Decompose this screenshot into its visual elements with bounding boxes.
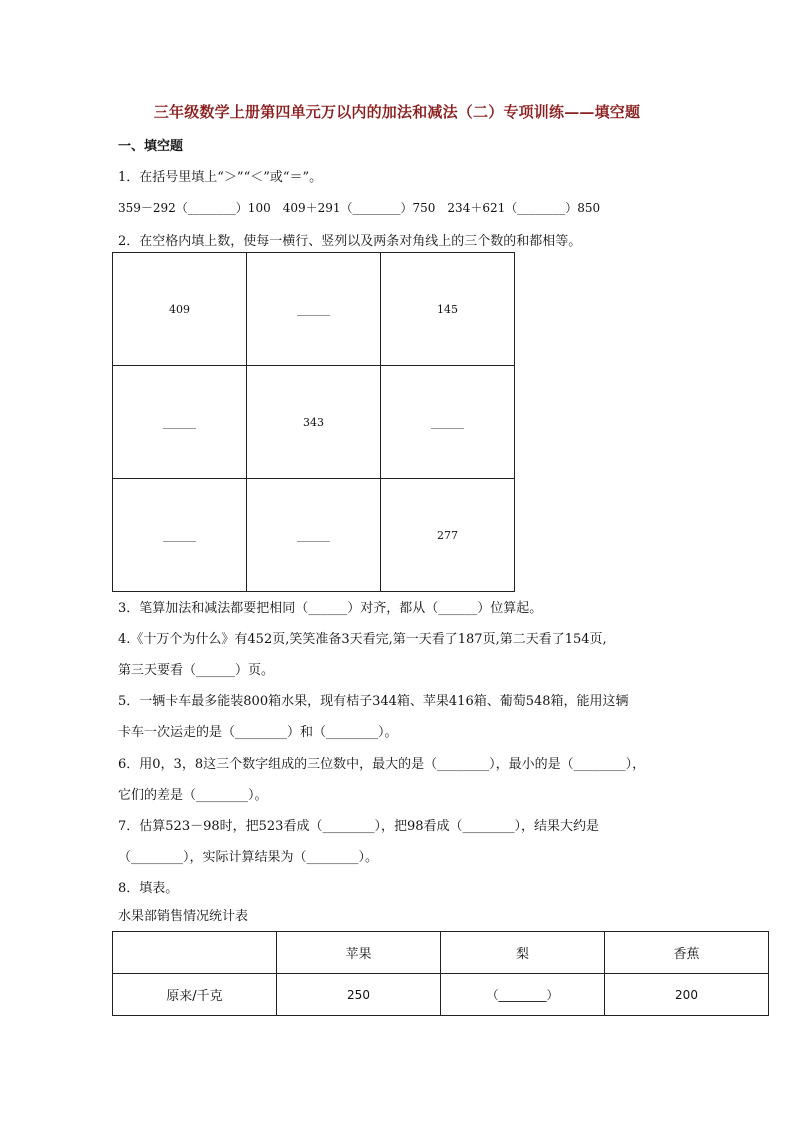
grid-cell-blank[interactable]: ______ (247, 479, 381, 592)
grid-cell: 343 (247, 366, 381, 479)
table-cell-blank[interactable]: （________） (441, 974, 605, 1016)
question-3: 3．笔算加法和减法都要把相同（______）对齐，都从（______）位算起。 (118, 601, 543, 616)
header-cell: 梨 (441, 932, 605, 974)
header-cell (113, 932, 277, 974)
table-row (113, 974, 769, 1016)
page-title: 三年级数学上册第四单元万以内的加法和减法（二）专项训练——填空题 (153, 103, 641, 121)
table-cell: 200 (605, 974, 769, 1016)
question-4-line1: 4.《十万个为什么》有452页,笑笑准备3天看完,第一天看了187页,第二天看了154页, (118, 632, 607, 647)
table-caption: 水果部销售情况统计表 (118, 909, 249, 924)
grid-cell: 409 (113, 253, 247, 366)
question-7-line2: （________），实际计算结果为（________）。 (118, 850, 379, 865)
header-cell: 香蕉 (605, 932, 769, 974)
question-5-line2: 卡车一次运走的是（________）和（________）。 (118, 725, 398, 740)
question-2-prompt: 2．在空格内填上数，使每一横行、竖列以及两条对角线上的三个数的和都相等。 (118, 234, 582, 249)
magic-square-grid (112, 252, 515, 592)
question-5-line1: 5．一辆卡车最多能装800箱水果，现有桔子344箱、苹果416箱、葡萄548箱，能用这辆 (118, 694, 629, 709)
header-cell: 苹果 (277, 932, 441, 974)
grid-cell-blank[interactable]: ______ (381, 366, 515, 479)
grid-cell-blank[interactable]: ______ (247, 253, 381, 366)
question-7-line1: 7．估算523－98时，把523看成（________），把98看成（________），结果大约是 (118, 819, 599, 834)
question-1-prompt: 1．在括号里填上“＞”“＜”或“＝”。 (118, 170, 323, 185)
table-cell: 250 (277, 974, 441, 1016)
fruit-sales-table (112, 931, 769, 1016)
question-6-line2: 它们的差是（________）。 (118, 788, 268, 803)
grid-cell: 145 (381, 253, 515, 366)
grid-cell: 277 (381, 479, 515, 592)
question-4-line2: 第三天要看（______）页。 (118, 663, 275, 678)
section-heading: 一、填空题 (118, 139, 184, 154)
grid-cell-blank[interactable]: ______ (113, 479, 247, 592)
grid-cell-blank[interactable]: ______ (113, 366, 247, 479)
row-label: 原来/千克 (113, 974, 277, 1016)
question-6-line1: 6．用0，3，8这三个数字组成的三位数中，最大的是（________），最小的是（________）， (118, 757, 646, 772)
question-8-prompt: 8．填表。 (118, 881, 179, 896)
table-header-row (113, 932, 769, 974)
question-1-items: 359－292（________）100 409＋291（________）750 234＋621（________）850 (118, 201, 601, 215)
